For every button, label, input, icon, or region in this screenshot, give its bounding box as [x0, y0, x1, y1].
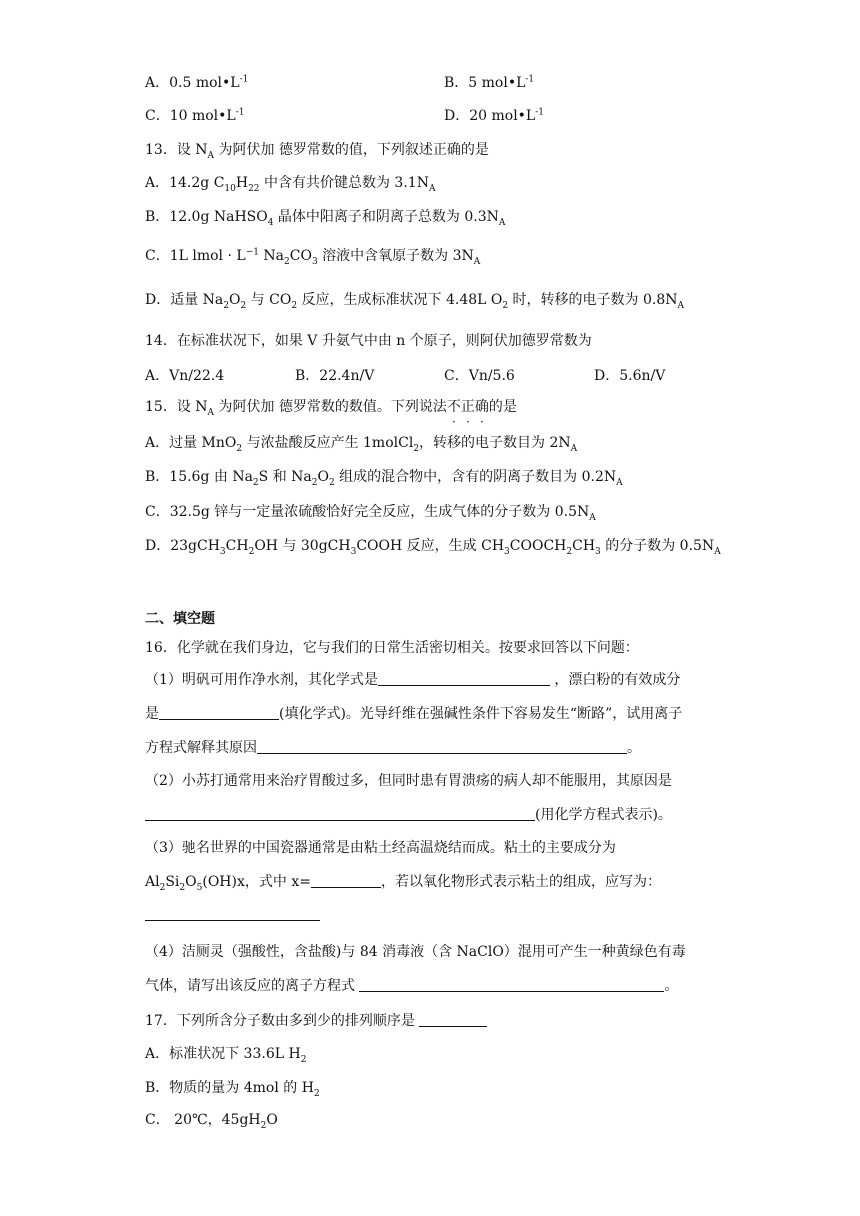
q14-option-a: A．Vn/22.4	[145, 368, 225, 384]
answer-blank[interactable]	[311, 873, 381, 888]
answer-blank[interactable]	[419, 1012, 487, 1027]
q14-option-d: D．5.6n/V	[594, 368, 666, 384]
q17-option-b: B．物质的量为 4mol 的 $H_2$	[145, 1080, 320, 1099]
q16-part1-line3: 方程式解释其原因 。	[145, 740, 641, 756]
answer-blank[interactable]	[257, 739, 627, 754]
q13-option-a: A．14.2g $C_{10}H_{22}$ 中含有共价键总数为 $3.1N_A$	[145, 175, 436, 194]
q14-option-b: B．22.4n/V	[295, 368, 375, 384]
q13-option-b: B．12.0g NaHSO$_4$ 晶体中阳离子和阴离子总数为 $0.3N_A$	[145, 209, 506, 228]
q16-part4-line1: （4）洁厕灵（强酸性，含盐酸)与 84 消毒液（含 NaClO）混用可产生一种黄绿色有毒	[145, 944, 686, 960]
q12-option-b: B．5 $mol•L^{-1}$	[444, 74, 535, 91]
q16-part3-line3	[145, 905, 320, 925]
answer-blank[interactable]	[145, 806, 535, 821]
q15-option-a: A．过量 MnO$_2$ 与浓盐酸反应产生 1molCl$_2$，转移的电子数目为 $2N_A$	[145, 435, 578, 454]
q14-stem: 14．在标准状况下，如果 V 升氨气中由 n 个原子，则阿伏加德罗常数为	[145, 333, 592, 349]
emphasis-dot-char: 正	[460, 399, 475, 415]
answer-blank[interactable]	[145, 906, 320, 921]
q16-part2-line1: （2）小苏打通常用来治疗胃酸过多，但同时患有胃溃疡的病人却不能服用，其原因是	[145, 773, 672, 789]
emphasis-dot-char: 确	[474, 399, 489, 415]
q13-option-c: C．1L lmol · $L^{-1}$ $Na_2CO_3$ 溶液中含氧原子数为 $3N_A$	[145, 247, 481, 267]
answer-blank[interactable]	[359, 977, 664, 992]
q16-part1-line1: （1）明矾可用作净水剂，其化学式是 ，漂白粉的有效成分	[145, 672, 681, 688]
q17-option-a: A．标准状况下 33.6L $H_2$	[145, 1046, 307, 1065]
q16-part2-line2: (用化学方程式表示)。	[145, 805, 672, 825]
section-title: 二、填空题	[145, 611, 215, 627]
answer-blank[interactable]	[159, 705, 279, 720]
q15-option-c: C．32.5g 锌与一定量浓硫酸恰好完全反应，生成气体的分子数为 $0.5N_A$	[145, 504, 596, 523]
answer-blank[interactable]	[378, 671, 550, 686]
q15-option-b: B．15.6g 由 $Na_2S$ 和 $Na_2O_2$ 组成的混合物中，含有的阴离子数目为 $0.2N_A$	[145, 469, 623, 488]
q16-stem: 16．化学就在我们身边，它与我们的日常生活密切相关。按要求回答以下问题：	[145, 640, 639, 656]
emphasis-dot-char: 不	[446, 399, 461, 415]
q12-option-a: A．0.5 $mol•L^{-1}$	[145, 74, 249, 91]
q15-stem: 15．设 $N_A$ 为阿伏加 德罗常数的数值。下列说法不正确的是	[145, 399, 517, 418]
q15-option-d: D．$23gCH_3CH_2OH$ 与 30gCH$_3$COOH 反应，生成 $CH_3COOCH_2CH_3$ 的分子数为 $0.5N_A$	[145, 538, 721, 557]
q13-option-d: D．适量 $Na_2O_2$ 与 $CO_2$ 反应，生成标准状况下 4.48L $O_2$ 时，转移的电子数为 $0.8N_A$	[145, 292, 685, 311]
q17-option-c: C． 20℃，$45gH_2O$	[145, 1112, 278, 1131]
q12-option-c: C．10 $mol•L^{-1}$	[145, 107, 245, 124]
q16-part3-line2: $Al_2Si_2O_5(OH)x$，式中 x= ，若以氧化物形式表示粘土的组成，应写为：	[145, 874, 661, 893]
q17-stem: 17．下列所含分子数由多到少的排列顺序是	[145, 1011, 487, 1031]
q16-part1-line2: 是 (填化学式)。光导纤维在强碱性条件下容易发生“断路”，试用离子	[145, 706, 683, 722]
q12-option-d: D．20 $mol•L^{-1}$	[444, 107, 545, 124]
q16-part4-line2: 气体，请写出该反应的离子方程式 。	[145, 978, 679, 994]
q14-option-c: C．Vn/5.6	[444, 368, 515, 384]
q16-part3-line1: （3）驰名世界的中国瓷器通常是由粘土经高温烧结而成。粘土的主要成分为	[145, 840, 616, 856]
q13-stem: 13．设 $N_A$ 为阿伏加 德罗常数的值，下列叙述正确的是	[145, 142, 489, 161]
